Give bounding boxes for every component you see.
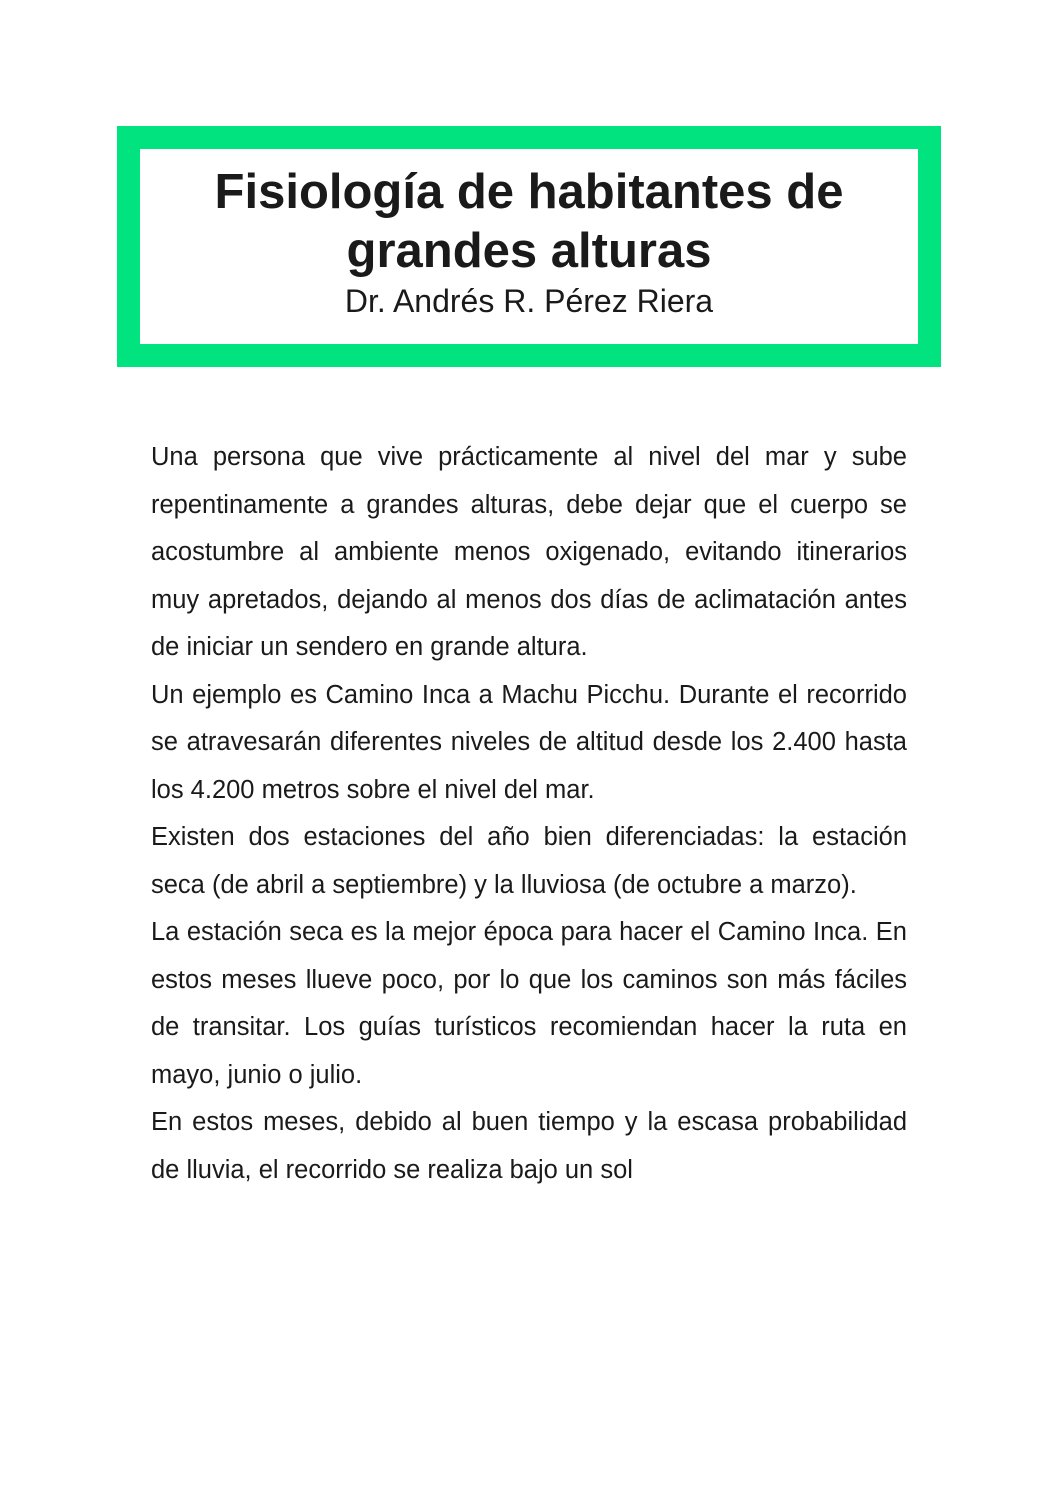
paragraph-5: En estos meses, debido al buen tiempo y la escasa probabilidad de lluvia, el recorrido se realiza bajo un sol (151, 1108, 907, 1184)
author-name: Dr. Andrés R. Pérez Riera (344, 283, 714, 319)
paragraph-4: La estación seca es la mejor época para hacer el Camino Inca. En estos meses llueve poco, por lo que los caminos son más fáciles de transitar. Los guías turísticos recomiendan hacer la ruta en mayo, junio o julio. (151, 918, 907, 1089)
paragraph-2: Un ejemplo es Camino Inca a Machu Picchu. Durante el recorrido se atravesarán diferentes niveles de altitud desde los 2.400 hasta los 4.200 metros sobre el nivel del mar. (151, 680, 907, 804)
paragraph-3: Existen dos estaciones del año bien diferenciadas: la estación seca (de abril a septiembre) y la lluviosa (de octubre a marzo). (151, 823, 907, 899)
title-frame (117, 126, 941, 367)
article-body (151, 434, 907, 1194)
paragraph-1: Una persona que vive prácticamente al nivel del mar y sube repentinamente a grandes alturas, debe dejar que el cuerpo se acostumbre al ambiente menos oxigenado, evitando itinerarios muy apretados, dejando al menos dos días de aclimatación antes de iniciar un sendero en grande altura. (151, 443, 907, 661)
page-title: Fisiología de habitantes de grandes alturas (214, 165, 844, 278)
